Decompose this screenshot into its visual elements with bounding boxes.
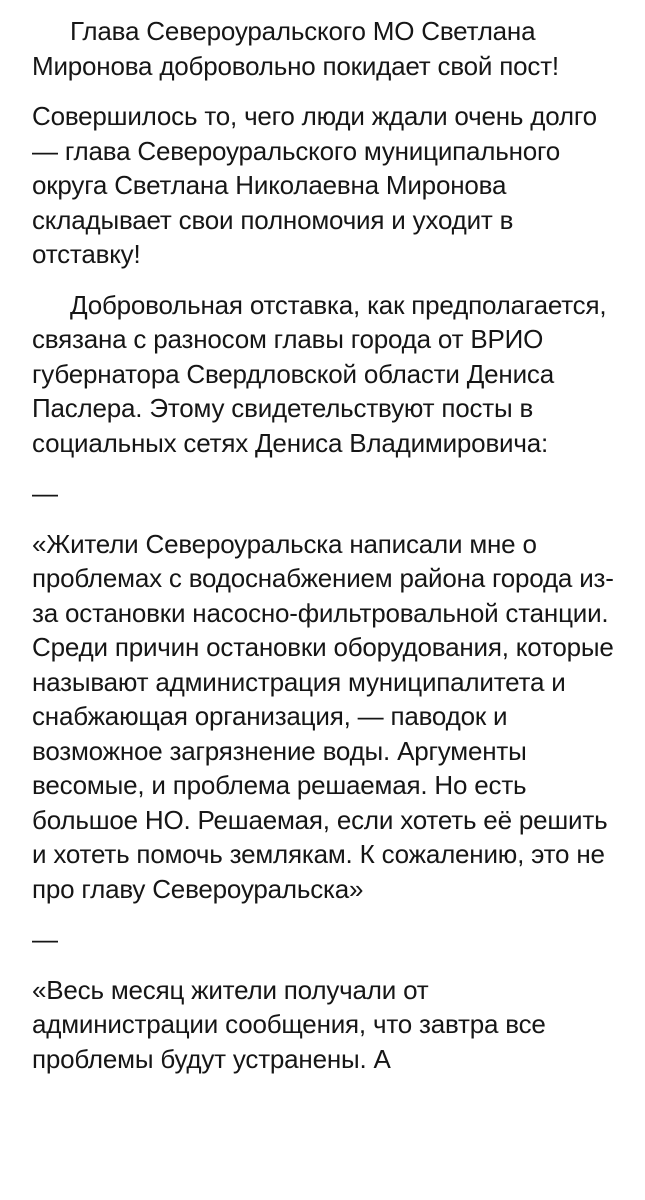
article-paragraph: Совершилось то, чего люди ждали очень долго — глава Североуральского муниципального округа Светлана Николаевна Миронова складывает свои полномочия и уходит в отставку! (32, 101, 597, 269)
quote-paragraph: «Весь месяц жители получали от администрации сообщения, что завтра все проблемы будут устранены. А (32, 974, 546, 1074)
article-headline-paragraph: Глава Североуральского МО Светлана Миронова добровольно покидает свой пост! (32, 16, 559, 81)
quote-paragraph: «Жители Североуральска написали мне о проблемах с водоснабжением района города из-за остановки насосно-фильтровальной станции. Среди причин остановки оборудования, которые называют администрация муниципалитета и снабжающая организация, — паводок и возможное загрязнение воды. Аргументы весомые, и проблема решаемая. Но есть большое НО. Решаемая, если хотеть её решить и хотеть помочь землякам. К сожалению, это не про главу Североуральска» (32, 528, 614, 904)
separator-dash: — (32, 478, 58, 508)
article-paragraph: Добровольная отставка, как предполагается, связана с разносом главы города от ВРИО губернатора Свердловской области Дениса Паслера. Этому свидетельствуют посты в социальных сетях Дениса Владимировича: (32, 289, 607, 458)
separator-dash: — (32, 924, 58, 954)
